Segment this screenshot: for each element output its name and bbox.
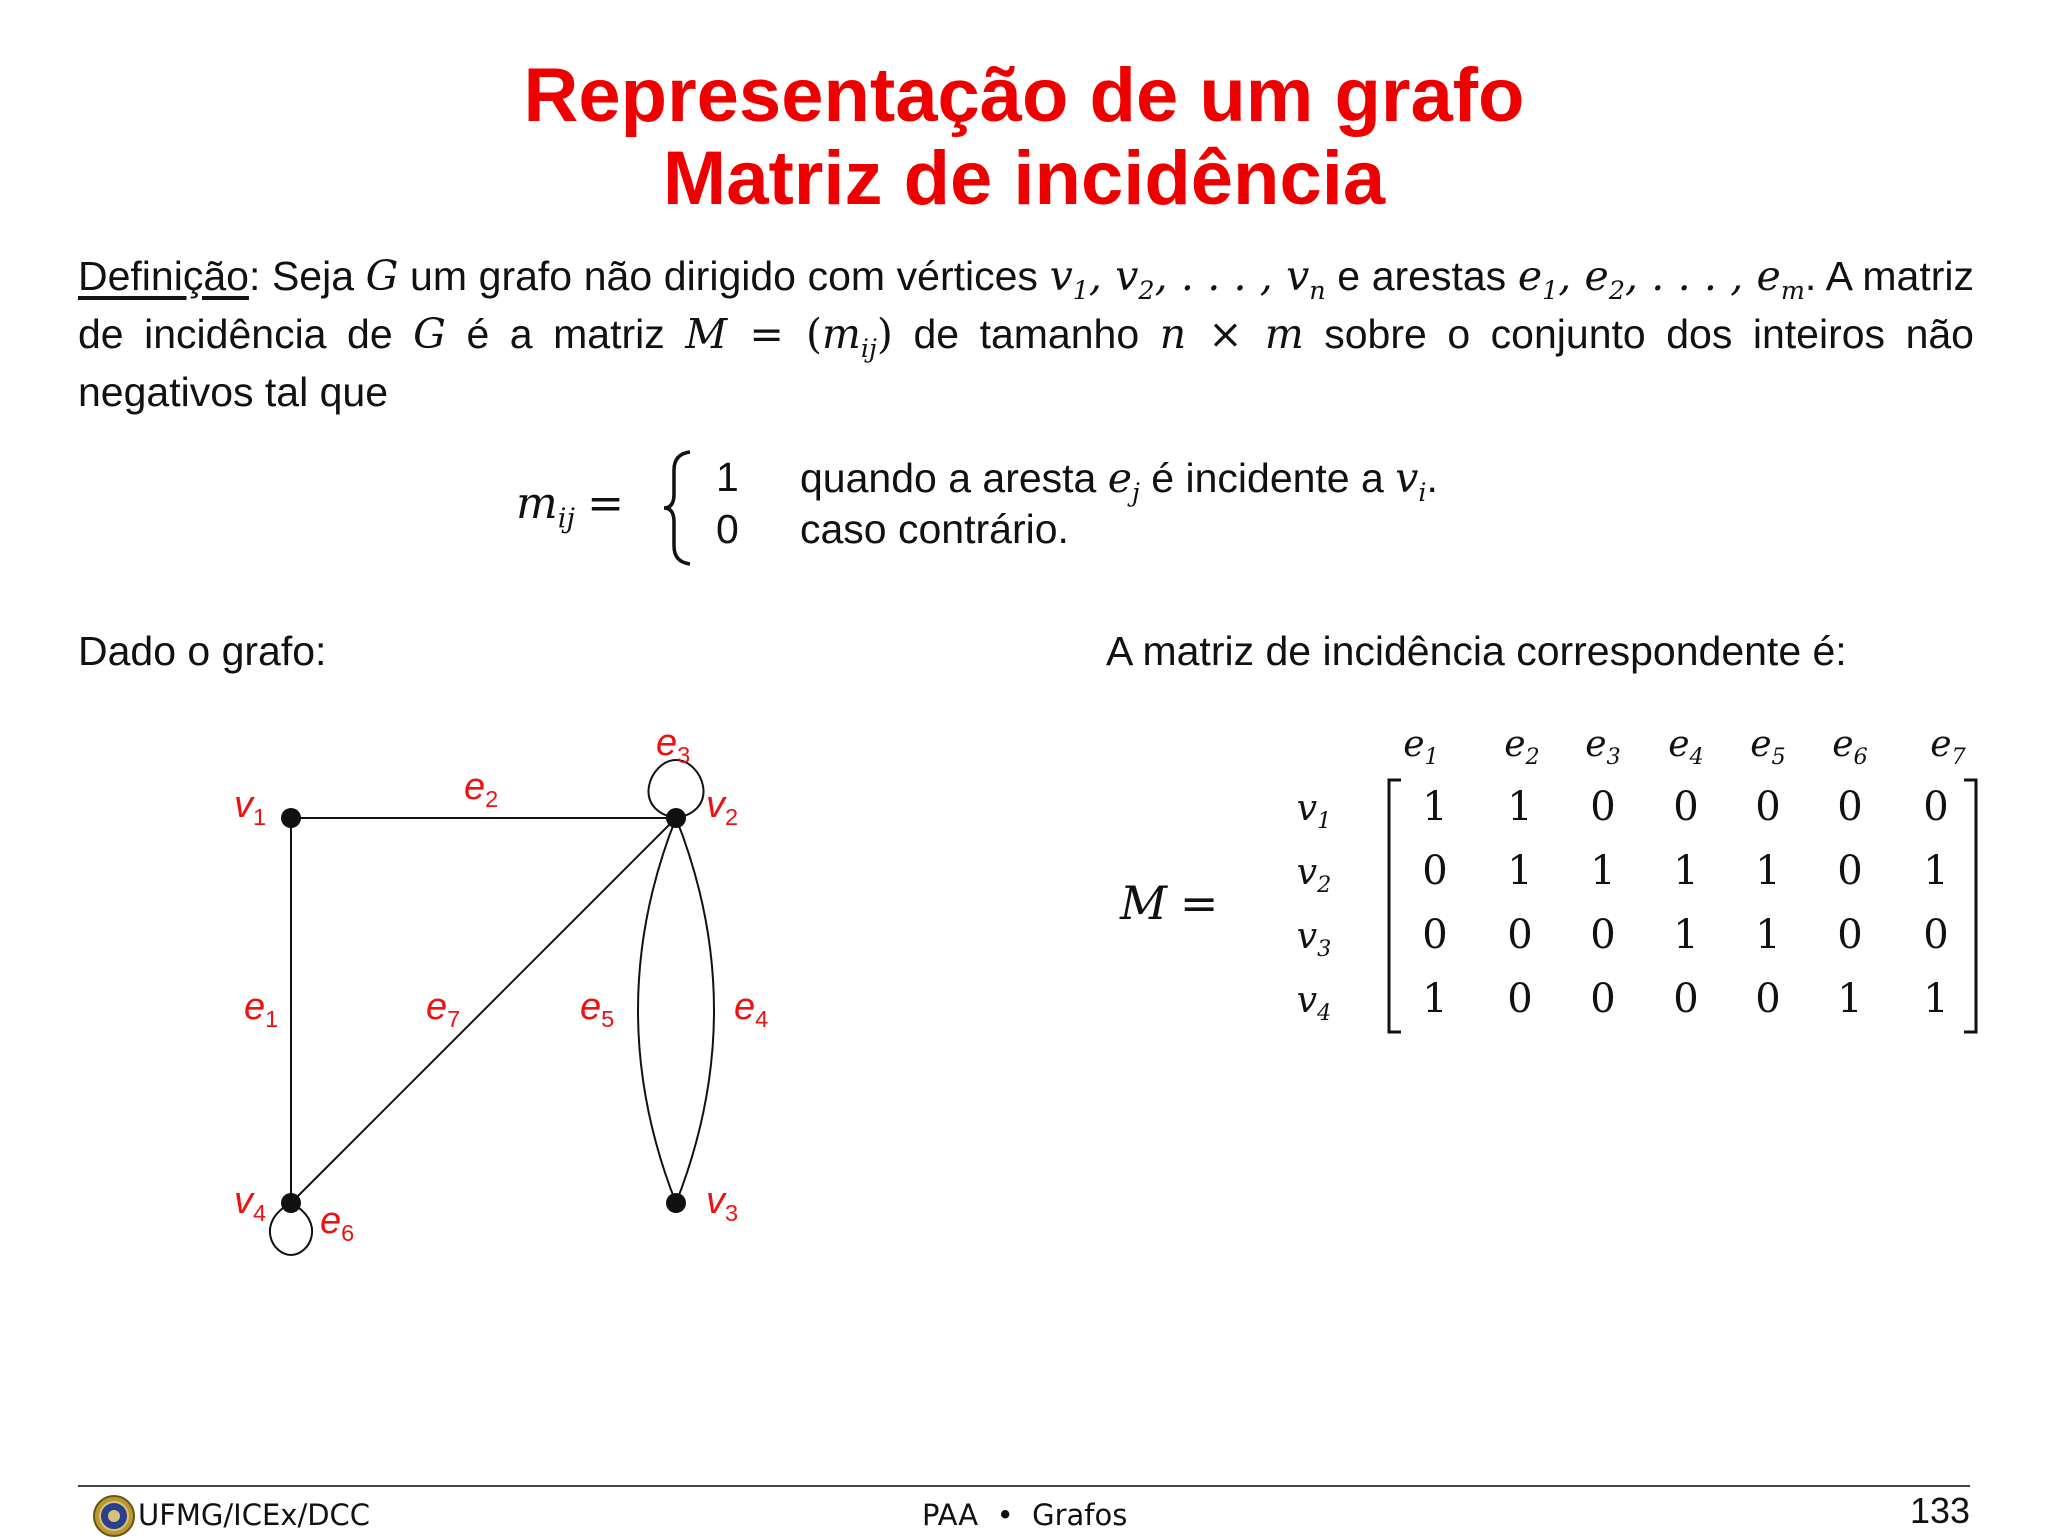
matrix-cell: 0 [1673, 976, 1699, 1022]
col-header-e2: $e_2$ [1504, 724, 1540, 770]
label-e1: $e_1$ [244, 986, 279, 1033]
label-e6: $e_6$ [320, 1200, 355, 1247]
matrix-cell: 1 [1673, 912, 1699, 958]
label-e2: $e_2$ [464, 766, 499, 813]
vertex-v3 [666, 1193, 686, 1213]
page-number: 133 [1910, 1490, 1971, 1531]
case2-text: caso contrário. [800, 506, 1069, 552]
matrix-cell: 1 [1923, 976, 1949, 1022]
matrix-left-bracket [1385, 778, 1405, 1034]
matrix-cell: 1 [1590, 848, 1616, 894]
matrix-cell: 0 [1507, 976, 1533, 1022]
matrix-cell: 0 [1923, 784, 1949, 830]
graph-symbol: G [413, 310, 446, 358]
case1-text: quando a aresta $e_j$ é incidente a $v_i$. [800, 454, 1438, 507]
col-header-e6: $e_6$ [1832, 724, 1868, 770]
matrix-cell: 1 [1422, 976, 1448, 1022]
col-header-e4: $e_4$ [1668, 724, 1704, 770]
label-v1: $v_1$ [234, 784, 267, 831]
col-header-e7: $e_7$ [1930, 724, 1966, 770]
matrix-cell: 0 [1507, 912, 1533, 958]
footer-course: PAA • Grafos [922, 1498, 1128, 1532]
text: sobre o conjunto dos inteiros não negativos tal que [78, 311, 1974, 415]
matrix-cell: 0 [1837, 784, 1863, 830]
matrix-intro: A matriz de incidência correspondente é: [1106, 628, 1847, 674]
label-e3: $e_3$ [656, 722, 691, 769]
graph-intro: Dado o grafo: [78, 628, 327, 674]
text: um grafo não dirigido com vértices [398, 253, 1050, 299]
vertex-list: $v_1$, $v_2$, . . . , $v_n$ [1049, 252, 1326, 305]
cases-lhs: $m_{ij}$ = [516, 478, 625, 535]
edge-e7 [291, 818, 676, 1203]
label-v3: $v_3$ [706, 1180, 739, 1227]
row-header-v4: $v_4$ [1296, 980, 1332, 1026]
size-expression: n × m [1159, 310, 1304, 358]
col-header-e1: $e_1$ [1403, 724, 1439, 770]
matrix-cell: 0 [1590, 976, 1616, 1022]
matrix-cell: 1 [1673, 848, 1699, 894]
matrix-cell: 0 [1755, 784, 1781, 830]
matrix-cell: 1 [1755, 848, 1781, 894]
edge-e5 [638, 818, 676, 1203]
matrix-cell: 0 [1837, 912, 1863, 958]
matrix-cell: 0 [1673, 784, 1699, 830]
slide-subtitle: Matriz de incidência [662, 136, 1386, 221]
vertex-v2 [666, 808, 686, 828]
university-seal-icon [92, 1494, 136, 1538]
edge-list: $e_1$, $e_2$, . . . , $e_m$ [1517, 252, 1805, 305]
row-header-v1: $v_1$ [1296, 788, 1332, 834]
slide-title: Representação de um grafo [523, 53, 1525, 138]
matrix-cell: 1 [1923, 848, 1949, 894]
matrix-cell: 1 [1507, 848, 1533, 894]
matrix-cell: 0 [1923, 912, 1949, 958]
graph-symbol: G [365, 252, 399, 300]
vertex-v4 [281, 1193, 301, 1213]
text: é a matriz [445, 311, 686, 357]
text: de tamanho [892, 311, 1160, 357]
label-e5: $e_5$ [580, 986, 615, 1033]
definition-label: Definição [78, 253, 249, 299]
matrix-cell: 0 [1590, 912, 1616, 958]
vertex-v1 [281, 808, 301, 828]
matrix-cell: 0 [1422, 912, 1448, 958]
footer-divider [78, 1485, 1970, 1487]
label-v4: $v_4$ [234, 1180, 267, 1227]
case1-value: 1 [716, 454, 739, 500]
matrix-cell: 0 [1837, 848, 1863, 894]
matrix-cell: 0 [1755, 976, 1781, 1022]
label-e7: $e_7$ [426, 986, 461, 1033]
matrix-lhs: M = [1120, 876, 1219, 930]
edge-e4 [676, 818, 714, 1203]
footer-institution: UFMG/ICEx/DCC [138, 1498, 371, 1532]
label-v2: $v_2$ [706, 784, 739, 831]
case2-value: 0 [716, 506, 739, 552]
matrix-cell: 0 [1422, 848, 1448, 894]
text: . A matriz de incidência de [78, 253, 1974, 357]
matrix-cell: 1 [1755, 912, 1781, 958]
matrix-expression: $M = (m_{ij})$ [685, 310, 893, 363]
matrix-cell: 1 [1422, 784, 1448, 830]
matrix-cell: 1 [1837, 976, 1863, 1022]
text: e arestas [1325, 253, 1518, 299]
matrix-cell: 1 [1507, 784, 1533, 830]
label-e4: $e_4$ [734, 986, 769, 1033]
row-header-v3: $v_3$ [1296, 916, 1332, 962]
col-header-e3: $e_3$ [1585, 724, 1621, 770]
text: : Seja [248, 253, 366, 299]
matrix-cell: 0 [1590, 784, 1616, 830]
col-header-e5: $e_5$ [1750, 724, 1786, 770]
row-header-v2: $v_2$ [1296, 852, 1332, 898]
